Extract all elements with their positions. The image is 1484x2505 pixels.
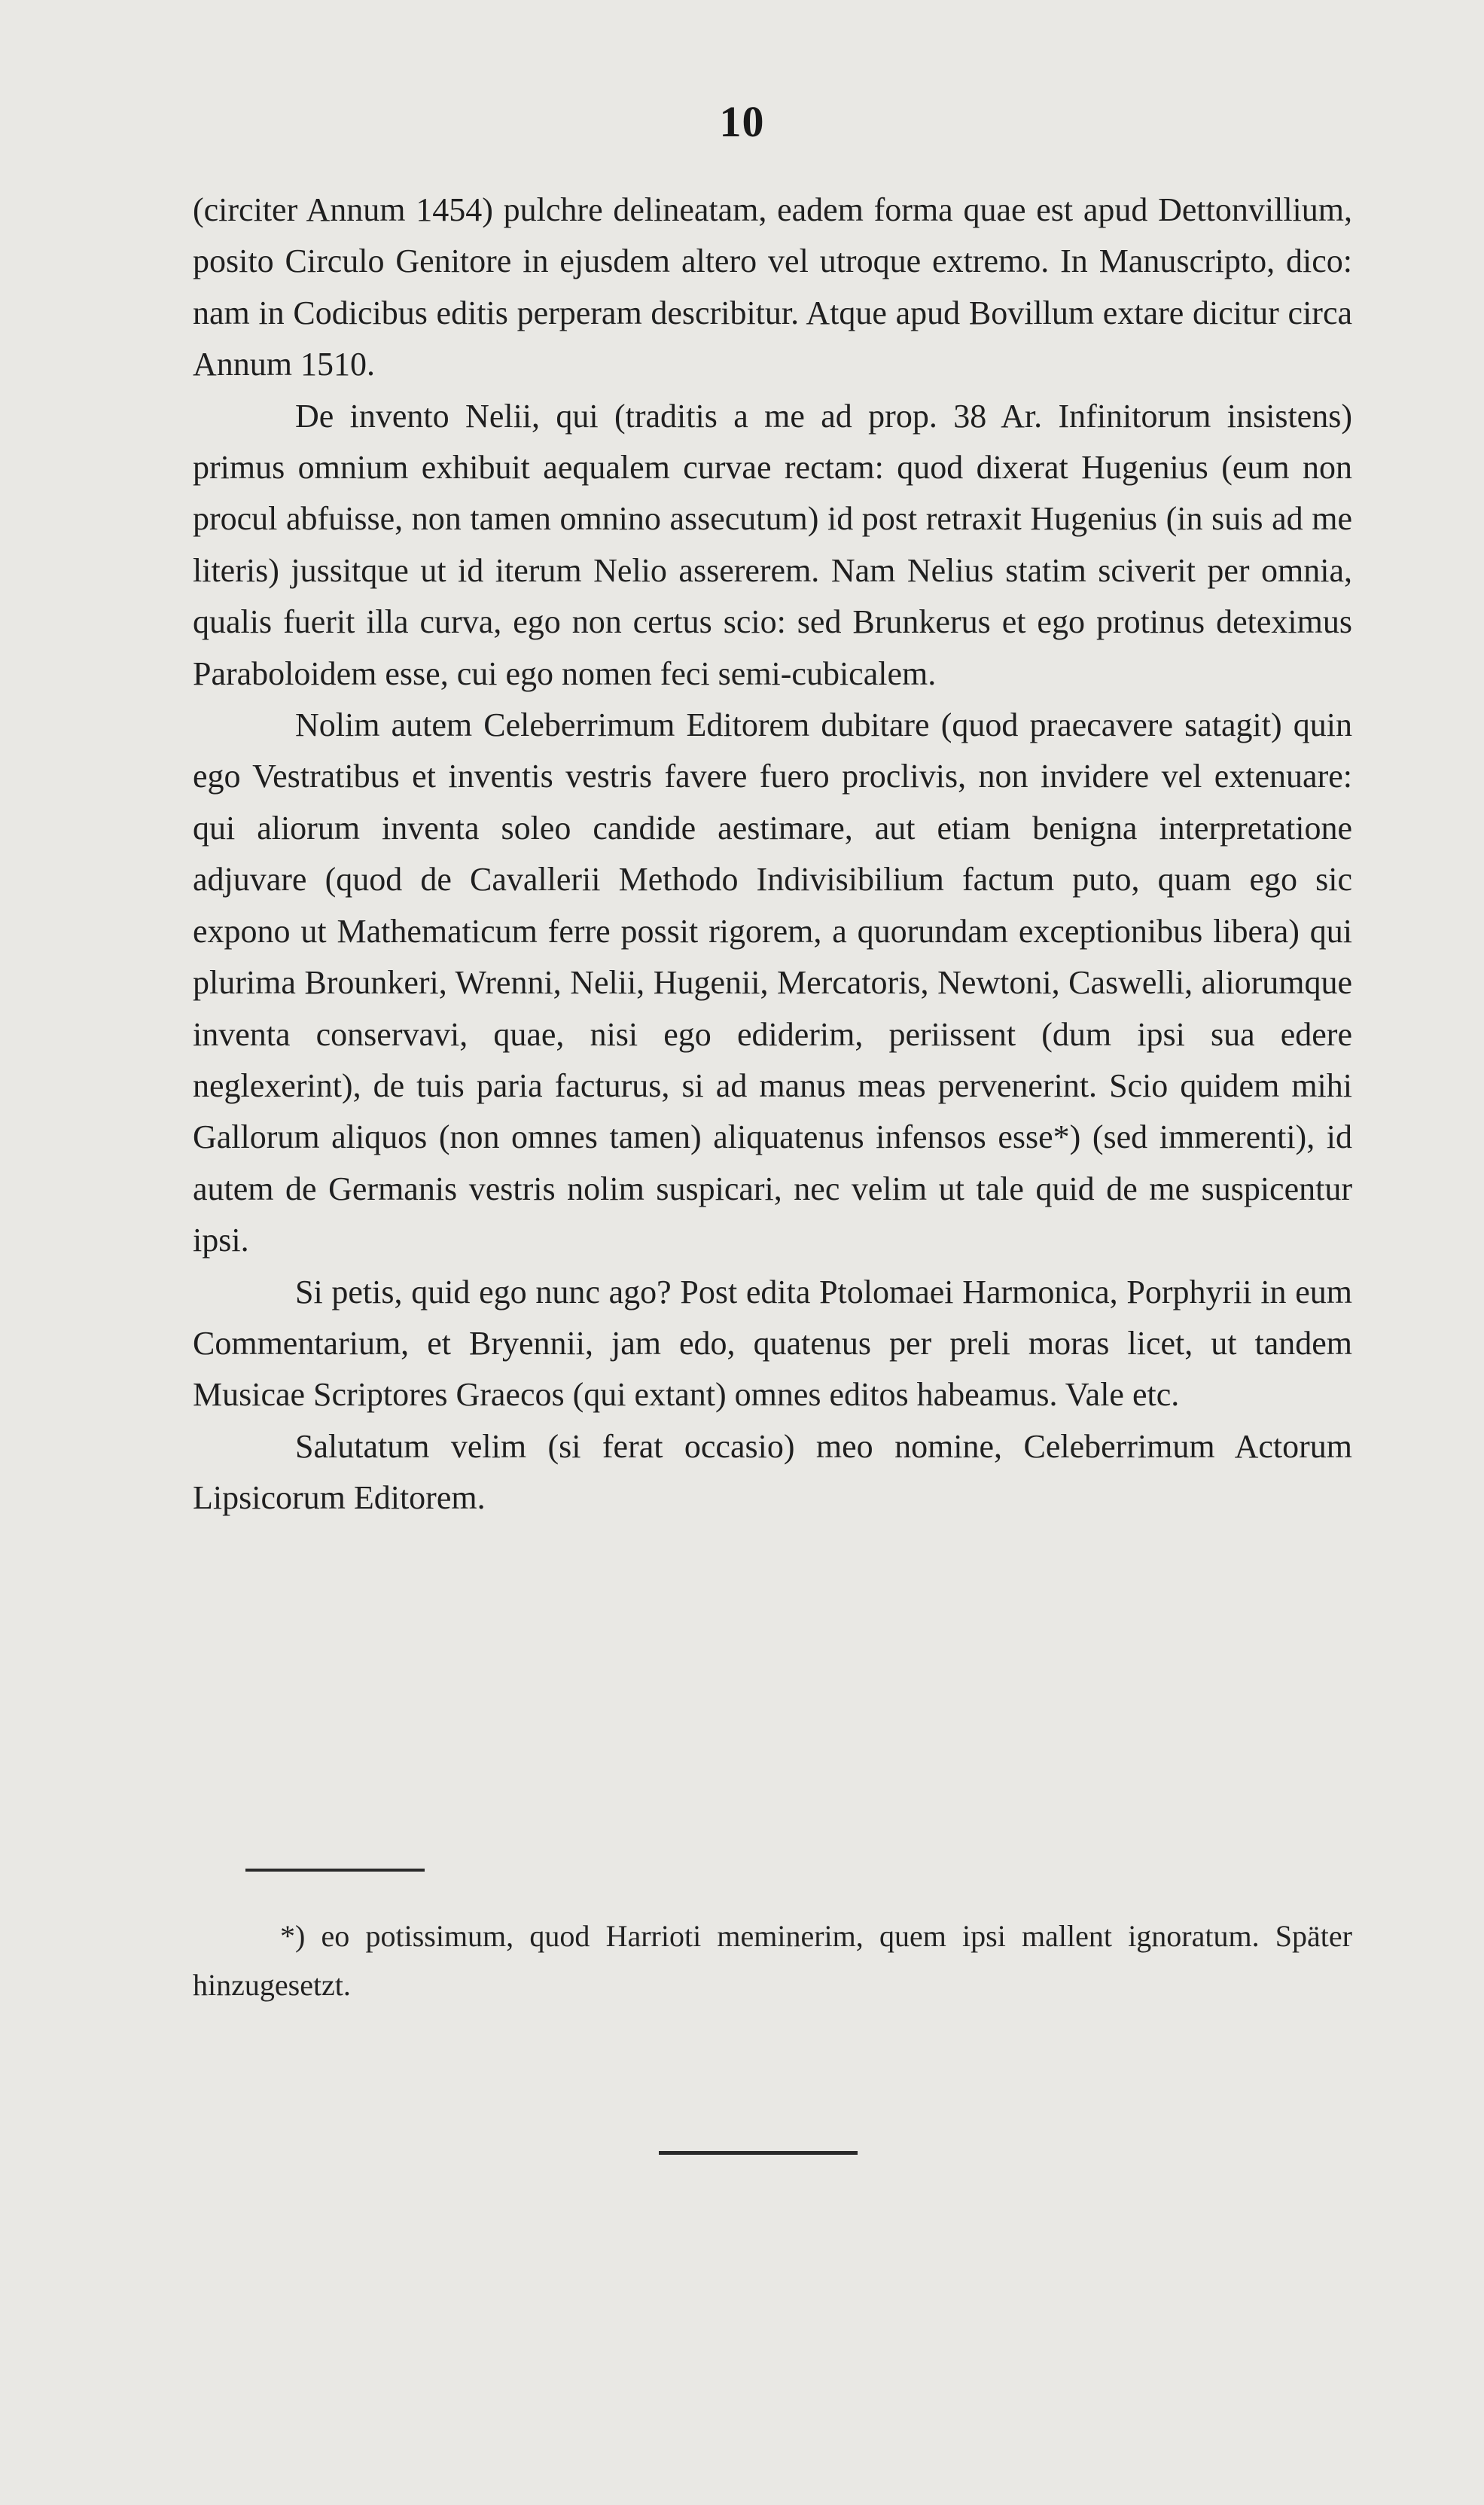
paragraph-continuation: (circiter Annum 1454) pulchre delineatam, eadem forma quae est apud Dettonvillium, posito Circulo Genitore in ejusdem altero vel utroque extremo. In Manuscripto, dico: nam in Codicibus editis perperam describitur. Atque apud Bovillum extare dicitur circa Annum 1510. (193, 191, 1352, 383)
body-text (193, 185, 1352, 1524)
end-divider (659, 2151, 858, 2155)
paragraph-editor: Nolim autem Celeberrimum Editorem dubitare (quod praecavere satagit) quin ego Vestratibus et inventis vestris favere fuero proclivis, non invidere vel extenuare: qui aliorum inventa soleo candide aestimare, aut etiam benigna interpretatione adjuvare (quod de Cavallerii Methodo Indivisibilium factum puto, quam ego sic expono ut Mathematicum ferre possit rigorem, a quorundam exceptionibus libera) qui plurima Brounkeri, Wrenni, Nelii, Hugenii, Mercatoris, Newtoni, Caswelli, aliorumque inventa conservavi, quae, nisi ego ediderim, periissent (dum ipsi sua edere neglexerint), de tuis paria facturus, si ad manus meas pervenerint. Scio quidem mihi Gallorum aliquos (non omnes tamen) aliquatenus infensos esse*) (sed immerenti), id autem de Germanis vestris nolim suspicari, nec velim ut tale quid de me suspicentur ipsi. (193, 706, 1352, 1259)
paragraph-current-work: Si petis, quid ego nunc ago? Post edita Ptolomaei Harmonica, Porphyrii in eum Commentarium, et Bryennii, jam edo, quatenus per preli moras licet, ut tandem Musicae Scriptores Graecos (qui extant) omnes editos habeamus. Vale etc. (193, 1273, 1352, 1414)
footnote: *) eo potissimum, quod Harrioti meminerim, quem ipsi mallent ignoratum. Später hinzugesetzt. (193, 1919, 1352, 2002)
footnote-divider (245, 1869, 425, 1872)
page-number: 10 (719, 97, 765, 146)
paragraph-nelius: De invento Nelii, qui (traditis a me ad prop. 38 Ar. Infinitorum insistens) primus omnium exhibuit aequalem curvae rectam: quod dixerat Hugenius (eum non procul abfuisse, non tamen omnino assecutum) id post retraxit Hugenius (in suis ad me literis) jussitque ut id iterum Nelio assererem. Nam Nelius statim sciverit per omnia, qualis fuerit illa curva, ego non certus scio: sed Brunkerus et ego protinus deteximus Paraboloidem esse, cui ego nomen feci semi-cubicalem. (193, 397, 1352, 692)
paragraph-greeting: Salutatum velim (si ferat occasio) meo nomine, Celeberrimum Actorum Lipsicorum Editorem. (193, 1427, 1352, 1517)
